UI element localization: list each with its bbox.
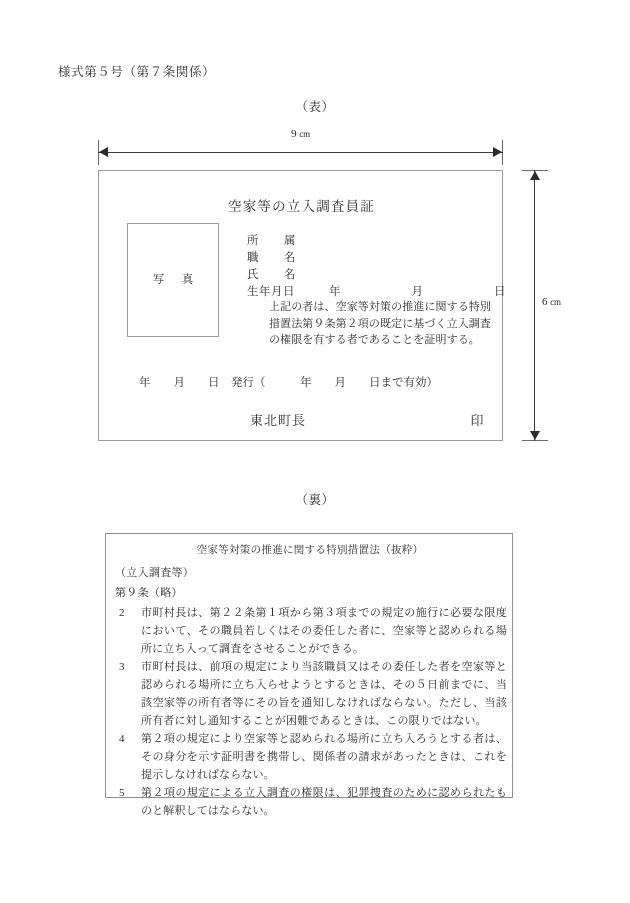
field-value-birthdate: 年 月 日 (329, 286, 522, 298)
field-row-affiliation (247, 233, 497, 250)
clause-text: 第２項の規定による立入調査の権限は、犯罪捜査のために認められたものと解釈してはならない。 (141, 787, 507, 817)
form-number: 様式第５号（第７条関係） (58, 65, 216, 79)
width-dimension-value: 9 (291, 128, 297, 140)
law-clause (115, 604, 507, 658)
law-title: 空家等対策の推進に関する特別措置法（抜粋） (196, 545, 424, 556)
clause-number: 2 (119, 607, 125, 619)
law-clause (115, 730, 507, 784)
field-label-birthdate: 生年月日 (247, 286, 295, 298)
height-dimension-value: 6 (542, 296, 548, 308)
height-dimension-indicator (512, 170, 561, 441)
arrow-right-icon (493, 147, 502, 157)
clause-number: 5 (119, 787, 125, 799)
field-label-job-title: 職 名 (247, 252, 303, 264)
width-dimension-unit: cm (299, 129, 310, 139)
clause-number: 3 (119, 661, 125, 673)
card-field-list (247, 233, 522, 301)
clause-number: 4 (119, 733, 125, 745)
certification-statement: 上記の者は、空家等対策の推進に関する特別措置法第９条第２項の既定に基づく立入調査の権限を有する者であることを証明する。 (269, 301, 491, 346)
clause-text: 第２項の規定により空家等と認められる場所に立ち入ろうとする者は、その身分を示す証明書を携帯し、関係者の請求があったときは、これを提示しなければならない。 (141, 733, 507, 781)
height-dimension-line (534, 170, 535, 441)
field-row-name (247, 267, 497, 284)
field-label-affiliation: 所 属 (247, 235, 303, 247)
arrow-up-icon (530, 171, 540, 180)
seal-mark: 印 (470, 413, 484, 428)
field-row-job-title (247, 250, 497, 267)
front-side-label: （表） (295, 100, 335, 114)
law-subtitle: （立入調査等） (115, 567, 195, 579)
clause-text: 市町村長は、第２２条第１項から第３項までの規定の施行に必要な限度において、その職員若しくはその委任した者に、空家等と認められる場所に立ち入って調査をさせることができる。 (141, 607, 507, 655)
arrow-left-icon (99, 147, 108, 157)
height-dimension-unit: cm (550, 297, 561, 307)
card-title: 空家等の立入調査員証 (228, 199, 375, 214)
id-card-back (105, 533, 513, 817)
width-dimension-label (98, 128, 503, 140)
height-tick-bottom (522, 440, 548, 441)
law-article-heading: 第９条（略） (115, 587, 183, 599)
width-dimension-indicator (98, 128, 503, 162)
law-clause (115, 784, 507, 820)
arrow-down-icon (530, 431, 540, 440)
law-clause-list (115, 604, 507, 820)
law-clause (115, 658, 507, 730)
photo-placeholder-box (127, 223, 219, 337)
back-side-label: （裏） (295, 493, 335, 507)
field-label-name: 氏 名 (247, 269, 303, 281)
id-card-front (98, 170, 522, 441)
width-dimension-line (98, 152, 503, 153)
photo-label: 写 真 (152, 274, 197, 286)
clause-text: 市町村長は、前項の規定により当該職員又はその委任した者を空家等と認められる場所に立ち入らせようとするときは、その５日前までに、当該空家等の所有者等にその旨を通知しなければならない。ただし、当該所有者に対し通知することが困難であるときは、この限りではない。 (141, 661, 507, 727)
height-dimension-label (542, 296, 561, 308)
issuer-name: 東北町長 (250, 413, 307, 428)
issue-date-line: 年 月 日 発行（ 年 月 日まで有効） (139, 377, 438, 389)
